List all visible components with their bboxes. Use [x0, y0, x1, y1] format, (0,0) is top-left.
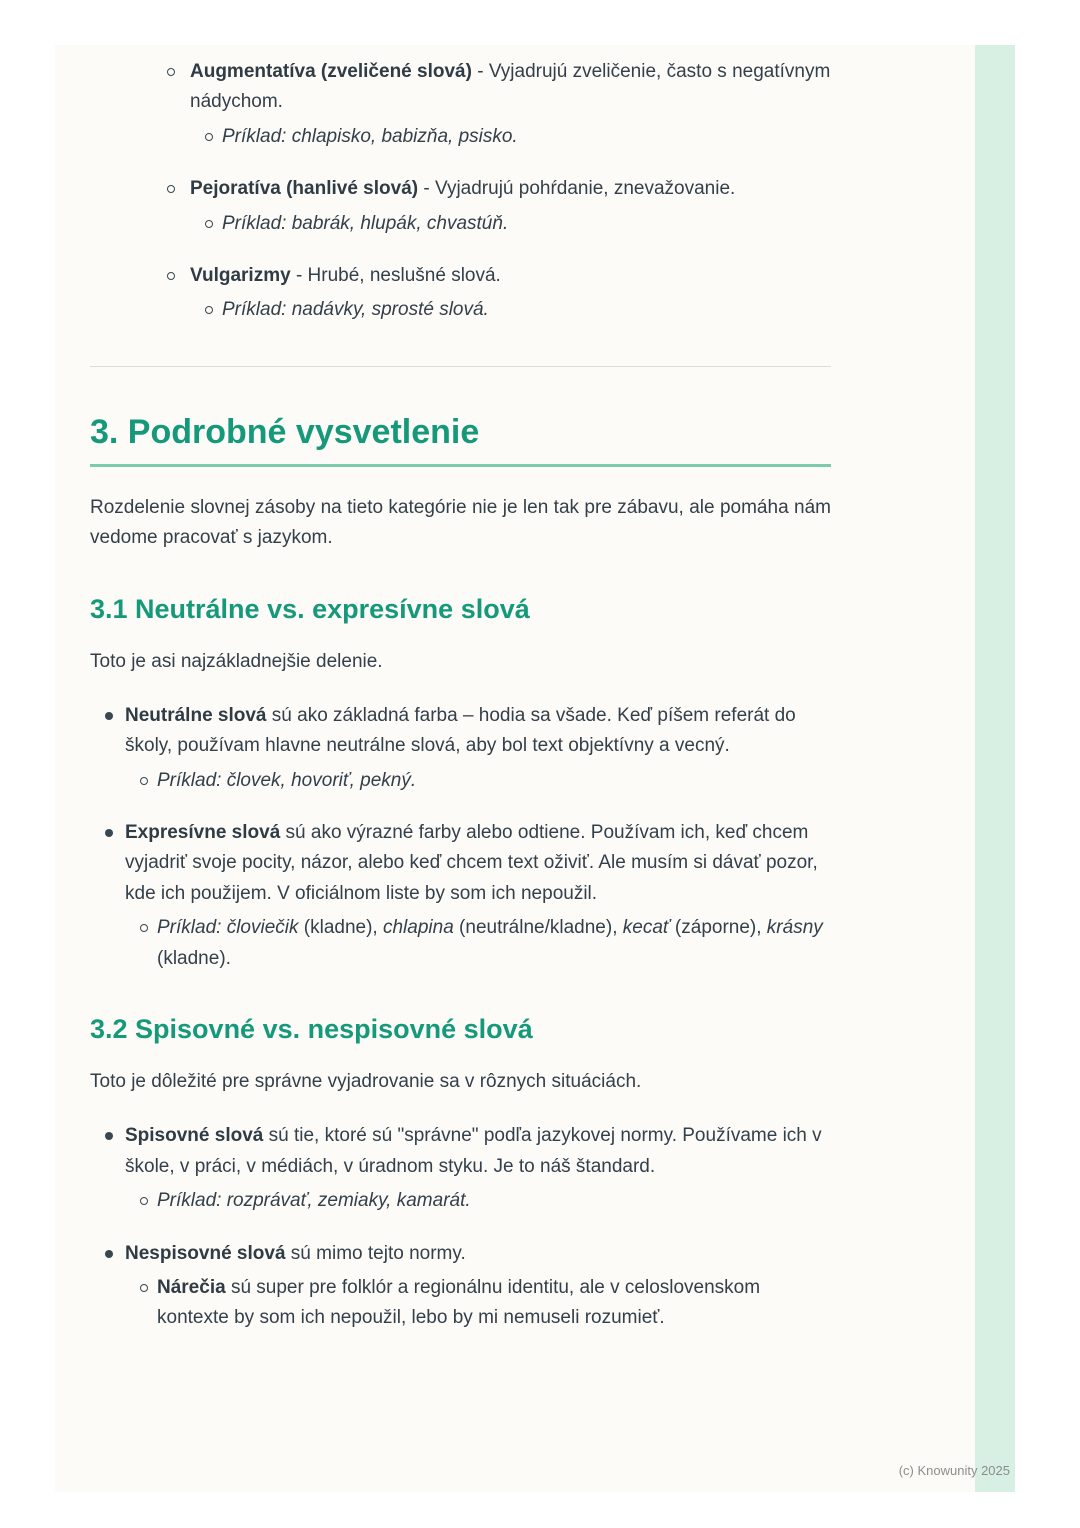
- term: Nárečia: [157, 1276, 226, 1298]
- list-item-neutralne: [90, 701, 831, 796]
- example-label: Príklad:: [222, 212, 287, 234]
- subsection-lead-31: Toto je asi najzákladnejšie delenie.: [90, 650, 383, 672]
- bullet-disc-icon: [105, 1132, 113, 1140]
- example-label: Príklad:: [157, 1190, 222, 1212]
- list-item-text: [125, 701, 831, 762]
- standard-nonstandard-list: [90, 1121, 831, 1333]
- example-text: nadávky, sprosté slová.: [286, 299, 489, 321]
- bullet-circle-icon: [205, 306, 213, 314]
- example-label: Príklad:: [222, 299, 287, 321]
- term: Spisovné slová: [125, 1125, 264, 1147]
- term-description: - Vyjadrujú zveličenie, často s negatívnym nádychom.: [190, 61, 831, 113]
- example-item: [190, 209, 831, 239]
- list-item-text: [125, 1121, 831, 1182]
- bullet-circle-icon: [205, 220, 213, 228]
- example-label: Príklad:: [222, 125, 287, 147]
- term: Vulgarizmy: [190, 264, 291, 286]
- bullet-circle-icon: [205, 133, 213, 141]
- term-description: sú super pre folklór a regionálnu identitu, ale v celoslovenskom kontexte by som ich nepoužil, lebo by mi nemuseli rozumieť.: [157, 1276, 761, 1329]
- term: Nespisovné slová: [125, 1242, 286, 1264]
- example-note: (kladne).: [157, 947, 231, 969]
- term: Neutrálne slová: [125, 704, 267, 726]
- bullet-circle-icon: [140, 1197, 148, 1205]
- example-text: babrák, hlupák, chvastúň.: [286, 212, 509, 234]
- list-item-vulgarizmy: [90, 261, 831, 326]
- example-text-line: [222, 122, 831, 152]
- term-description: - Vyjadrujú pohŕdanie, znevažovanie.: [418, 178, 736, 200]
- bullet-circle-icon: [167, 68, 175, 76]
- example-item: [190, 295, 831, 325]
- list-item-text: [190, 261, 831, 291]
- example-item: [125, 766, 831, 796]
- term-description: sú mimo tejto normy.: [285, 1242, 466, 1264]
- example-item: [125, 913, 831, 974]
- term-description: sú ako výrazné farby alebo odtiene. Používam ich, keď chcem vyjadriť svoje pocity, názor, alebo keď chcem text oživiť. Ale musím si dávať pozor, kde ich použijem. V oficiálnom liste by som ich nepoužil.: [125, 822, 818, 904]
- example-item: [125, 1186, 831, 1216]
- subsection-lead-32: Toto je dôležité pre správne vyjadrovanie sa v rôznych situáciách.: [90, 1071, 642, 1093]
- list-item-text: [125, 1239, 831, 1269]
- example-note: (neutrálne/kladne),: [453, 917, 623, 939]
- bullet-circle-icon: [140, 777, 148, 785]
- example-label: Príklad:: [157, 769, 222, 791]
- subsection-heading-31: 3.1 Neutrálne vs. expresívne slová: [90, 593, 530, 624]
- section-divider: [90, 366, 831, 367]
- term-description: - Hrubé, neslušné slová.: [290, 264, 501, 286]
- term: Expresívne slová: [125, 822, 281, 844]
- example-word: krásny: [766, 917, 823, 939]
- example-text-line: [157, 1186, 831, 1216]
- list-item-nespisovne: [90, 1239, 831, 1334]
- example-word: kecať: [622, 917, 670, 939]
- example-text: rozprávať, zemiaky, kamarát.: [221, 1190, 471, 1212]
- example-sublist: [125, 913, 831, 974]
- bullet-disc-icon: [105, 829, 113, 837]
- example-sublist: [190, 295, 831, 325]
- bullet-disc-icon: [105, 1250, 113, 1258]
- example-text: človek, hovoriť, pekný.: [221, 769, 417, 791]
- document-page: [55, 45, 1015, 1492]
- bullet-circle-icon: [167, 272, 175, 280]
- list-item-text: [157, 1273, 831, 1334]
- example-text: chlapisko, babizňa, psisko.: [286, 125, 518, 147]
- example-note: (kladne),: [298, 917, 383, 939]
- example-word: človiečik: [221, 917, 299, 939]
- example-text-line: [157, 913, 831, 974]
- list-item-augmentativa: [90, 57, 831, 152]
- example-sublist: [190, 209, 831, 239]
- list-item-narecia: [125, 1273, 831, 1334]
- example-note: (záporne),: [669, 917, 767, 939]
- section-intro-paragraph: Rozdelenie slovnej zásoby na tieto kategórie nie je len tak pre zábavu, ale pomáha nám vedome pracovať s jazykom.: [90, 496, 831, 549]
- example-text-line: [222, 209, 831, 239]
- term-description: sú ako základná farba – hodia sa všade. Keď píšem referát do školy, používam hlavne neutrálne slová, aby bol text objektívny a vecný.: [125, 704, 796, 757]
- neutral-expressive-list: [90, 701, 831, 974]
- bullet-circle-icon: [140, 1284, 148, 1292]
- term: Augmentatíva (zveličené slová): [190, 61, 472, 82]
- term-description: sú tie, ktoré sú "správne" podľa jazykovej normy. Používame ich v škole, v práci, v médiách, v úradnom styku. Je to náš štandard.: [125, 1125, 822, 1177]
- list-item-spisovne: [90, 1121, 831, 1216]
- example-sublist: [190, 122, 831, 152]
- list-item-expresivne: [90, 818, 831, 974]
- subsection-heading-32: 3.2 Spisovné vs. nespisovné slová: [90, 1014, 533, 1045]
- narecia-sublist: [125, 1273, 831, 1334]
- page-content: [90, 45, 831, 1334]
- term: Pejoratíva (hanlivé slová): [190, 178, 419, 200]
- example-item: [190, 122, 831, 152]
- example-sublist: [125, 766, 831, 796]
- example-sublist: [125, 1186, 831, 1216]
- list-item-pejorativa: [90, 174, 831, 239]
- right-accent-stripe: [975, 45, 1015, 1492]
- copyright-footer: (c) Knowunity 2025: [898, 1463, 1010, 1478]
- bullet-circle-icon: [167, 185, 175, 193]
- bullet-disc-icon: [105, 712, 113, 720]
- example-label: Príklad:: [157, 917, 222, 939]
- example-text-line: [157, 766, 831, 796]
- example-word: chlapina: [382, 917, 454, 939]
- example-text-line: [222, 295, 831, 325]
- heading-underline: [90, 464, 831, 467]
- section-heading: 3. Podrobné vysvetlenie: [90, 412, 480, 451]
- bullet-circle-icon: [140, 924, 148, 932]
- list-item-text: [190, 174, 831, 204]
- list-item-text: [125, 818, 831, 909]
- word-types-list: [90, 57, 831, 326]
- list-item-text: [190, 57, 831, 118]
